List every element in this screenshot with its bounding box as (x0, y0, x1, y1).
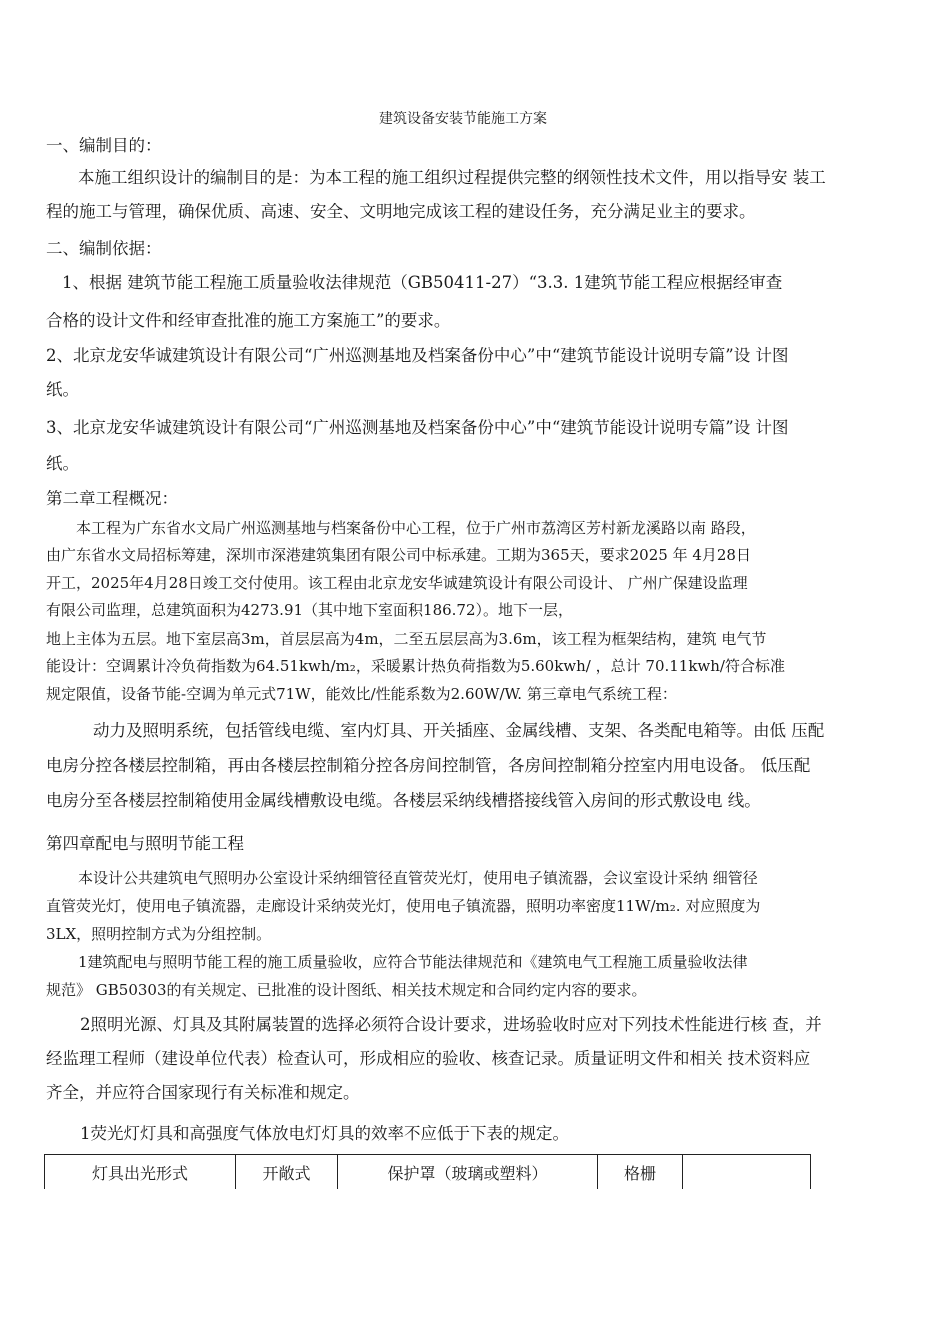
table-header-row (45, 1155, 811, 1190)
text-line: 程的施工与管理，确保优质、高速、安全、文明地完成该工程的建设任务，充分满足业主的要求。 (46, 202, 756, 221)
luminaire-efficiency-table (44, 1154, 811, 1189)
text-line: 能设计：空调累计冷负荷指数为64.51kwh/m₂，采暖累计热负荷指数为5.60kwh/ ，总计 70.11kwh/符合标准 (46, 657, 785, 675)
section-2-heading: 二、编制依据： (46, 239, 162, 258)
text-line: 直管荧光灯，使用电子镇流器，走廊设计采纳荧光灯，使用电子镇流器，照明功率密度11W/m₂. 对应照度为 (46, 897, 761, 915)
page-title: 建筑设备安装节能施工方案 (379, 111, 547, 127)
table-header-cell: 灯具出光形式 (45, 1155, 236, 1190)
table-header-cell: 保护罩（玻璃或塑料） (338, 1155, 598, 1190)
chapter-4-heading: 第四章配电与照明节能工程 (46, 834, 244, 853)
text-line: 电房分控各楼层控制箱，再由各楼层控制箱分控各房间控制管，各房间控制箱分控室内用电设备。 低压配 (46, 756, 811, 775)
text-line: 规范》 GB50303的有关规定、已批准的设计图纸、相关技术规定和合同约定内容的要求。 (46, 981, 647, 999)
text-line: 本设计公共建筑电气照明办公室设计采纳细管径直管荧光灯，使用电子镇流器，会议室设计采纳 细管径 (78, 869, 758, 887)
text-line: 2照明光源、灯具及其附属装置的选择必须符合设计要求，进场验收时应对下列技术性能进行核 查，并 (80, 1015, 822, 1034)
text-line: 齐全，并应符合国家现行有关标准和规定。 (46, 1083, 360, 1102)
text-line: 由广东省水文局招标筹建，深圳市深港建筑集团有限公司中标承建。工期为365天，要求2025 年 4月28日 (46, 546, 751, 564)
text-line: 1、根据 建筑节能工程施工质量验收法律规范（GB50411-27）“3.3. 1建筑节能工程应根据经审查 (62, 273, 783, 292)
text-line: 3、北京龙安华诚建筑设计有限公司“广州巡测基地及档案备份中心”中“建筑节能设计说明专篇”设 计图 (46, 418, 789, 437)
text-line: 经监理工程师（建设单位代表）检查认可，形成相应的验收、核查记录。质量证明文件和相关 技术资料应 (46, 1049, 811, 1068)
table-header-cell: 开敞式 (236, 1155, 338, 1190)
chapter-4-paragraph-4: 1荧光灯灯具和高强度气体放电灯灯具的效率不应低于下表的规定。 (80, 1124, 569, 1143)
text-line: 纸。 (46, 454, 79, 473)
text-line: 纸。 (46, 380, 79, 399)
table-header-cell: 格栅 (598, 1155, 683, 1190)
text-line: 有限公司监理，总建筑面积为4273.91（其中地下室面积186.72）。地下一层， (46, 601, 574, 619)
text-line: 2、北京龙安华诚建筑设计有限公司“广州巡测基地及档案备份中心”中“建筑节能设计说明专篇”设 计图 (46, 346, 789, 365)
text-line: 动力及照明系统，包括管线电缆、室内灯具、开关插座、金属线槽、支架、各类配电箱等。由低 压配 (93, 721, 825, 740)
section-1-heading: 一、编制目的： (46, 136, 162, 155)
text-line: 电房分至各楼层控制箱使用金属线槽敷设电缆。各楼层采纳线槽搭接线管入房间的形式敷设电 线。 (46, 791, 761, 810)
chapter-2-heading: 第二章工程概况： (46, 489, 178, 508)
text-line: 本施工组织设计的编制目的是：为本工程的施工组织过程提供完整的纲领性技术文件，用以指导安 装工 (78, 168, 826, 187)
table-header-cell (683, 1155, 811, 1190)
text-line: 3LX，照明控制方式为分组控制。 (46, 925, 272, 943)
text-line: 地上主体为五层。地下室层高3m，首层层高为4m，二至五层层高为3.6m，该工程为框架结构，建筑 电气节 (46, 630, 767, 648)
text-line: 本工程为广东省水文局广州巡测基地与档案备份中心工程，位于广州市荔湾区芳村新龙溪路以南 路段， (76, 519, 756, 537)
text-line: 1建筑配电与照明节能工程的施工质量验收，应符合节能法律规范和《建筑电气工程施工质量验收法律 (78, 953, 748, 971)
text-line: 规定限值，设备节能-空调为单元式71W，能效比/性能系数为2.60W/W. 第三章电气系统工程： (46, 685, 677, 703)
text-line: 开工，2025年4月28日竣工交付使用。该工程由北京龙安华诚建筑设计有限公司设计、 广州广保建设监理 (46, 574, 748, 592)
text-line: 合格的设计文件和经审查批准的施工方案施工”的要求。 (46, 311, 451, 330)
